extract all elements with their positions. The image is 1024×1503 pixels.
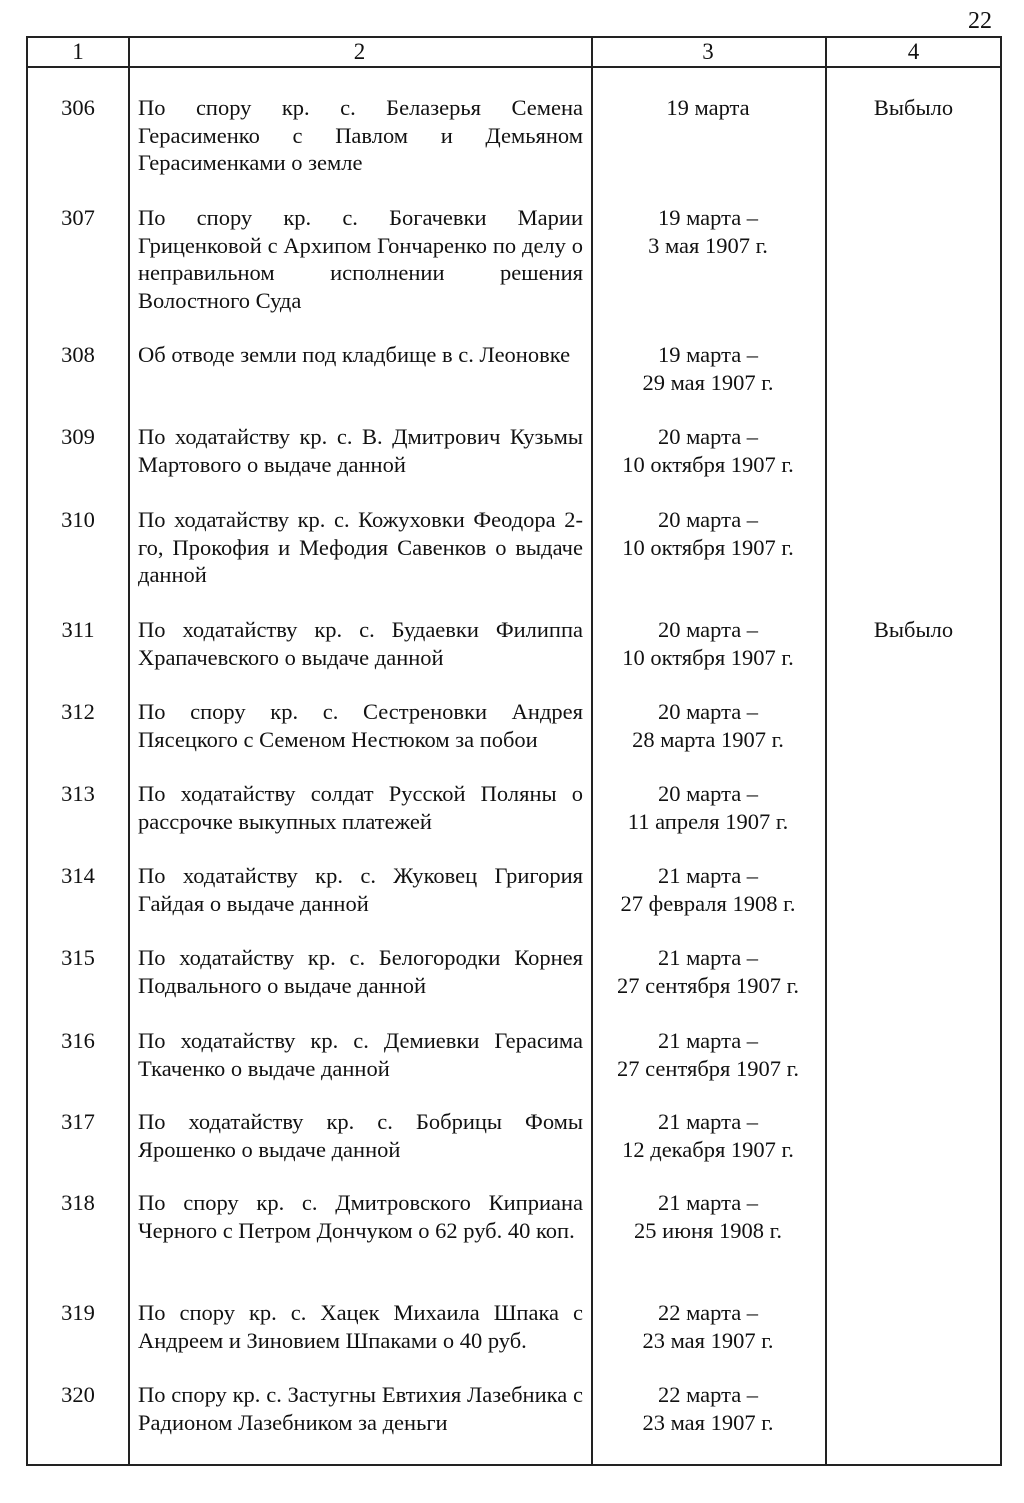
header-col-4: 4 — [907, 39, 920, 64]
column-divider — [128, 38, 130, 1464]
register-table — [26, 36, 1002, 1466]
case-number: 317 — [61, 1109, 95, 1134]
date-end: 29 мая 1907 г. — [642, 369, 774, 395]
date-start: 19 марта — [666, 95, 750, 120]
case-description: По ходатайству кр. с. Бобрицы Фомы Ярошенко о выдаче данной — [138, 1109, 583, 1162]
case-dates — [591, 423, 825, 478]
date-start: 19 марта – — [657, 205, 759, 230]
date-end: 27 сентября 1907 г. — [617, 1055, 799, 1081]
date-start: 21 марта – — [657, 1109, 759, 1134]
header-col-3: 3 — [702, 39, 714, 64]
case-description: По ходатайству кр. с. Будаевки Филиппа Храпачевского о выдаче данной — [138, 617, 583, 670]
case-dates — [591, 341, 825, 396]
date-end: 12 декабря 1907 г. — [622, 1136, 794, 1162]
date-start: 20 марта – — [657, 424, 759, 449]
date-start: 19 марта – — [657, 342, 759, 367]
case-number: 307 — [61, 205, 95, 230]
case-status: Выбыло — [873, 617, 954, 642]
date-start: 20 марта – — [657, 781, 759, 806]
case-dates — [591, 204, 825, 259]
case-dates — [591, 1108, 825, 1163]
date-start: 20 марта – — [657, 507, 759, 532]
case-dates — [591, 616, 825, 671]
case-description: По ходатайству кр. с. Кожуховки Феодора 2-го, Прокофия и Мефодия Савенков о выдаче данной — [138, 507, 583, 587]
case-number: 320 — [61, 1382, 95, 1407]
header-col-1: 1 — [72, 39, 84, 64]
case-number: 316 — [61, 1028, 95, 1053]
case-number: 315 — [61, 945, 95, 970]
case-dates — [591, 698, 825, 753]
case-description: По ходатайству солдат Русской Поляны о рассрочке выкупных платежей — [138, 781, 583, 834]
case-dates — [591, 862, 825, 917]
date-end: 10 октября 1907 г. — [622, 534, 794, 560]
date-start: 20 марта – — [657, 699, 759, 724]
date-end: 3 мая 1907 г. — [648, 232, 768, 258]
date-start: 21 марта – — [657, 1028, 759, 1053]
case-number: 309 — [61, 424, 95, 449]
column-divider — [825, 38, 827, 1464]
case-description: По спору кр. с. Хацек Михаила Шпака с Андреем и Зиновием Шпаками о 40 руб. — [138, 1300, 583, 1353]
case-dates — [591, 94, 825, 122]
date-end: 28 марта 1907 г. — [632, 726, 784, 752]
case-number: 311 — [61, 617, 95, 642]
date-end: 23 мая 1907 г. — [642, 1409, 774, 1435]
case-dates — [591, 780, 825, 835]
header-col-2: 2 — [353, 39, 366, 64]
date-start: 21 марта – — [657, 945, 759, 970]
date-end: 10 октября 1907 г. — [622, 451, 794, 477]
case-number: 310 — [61, 507, 95, 532]
case-dates — [591, 944, 825, 999]
case-description: По спору кр. с. Белазерья Семена Герасименко с Павлом и Демьяном Герасименками о земле — [138, 95, 583, 175]
date-end: 27 сентября 1907 г. — [617, 972, 799, 998]
case-number: 319 — [61, 1300, 95, 1325]
case-dates — [591, 1189, 825, 1244]
date-end: 10 октября 1907 г. — [622, 644, 794, 670]
date-end: 25 июня 1908 г. — [634, 1217, 782, 1243]
page-number: 22 — [968, 8, 992, 34]
case-description: По спору кр. с. Богачевки Марии Гриценковой с Архипом Гончаренко по делу о неправильном исполнении решения Волостного Суда — [138, 205, 583, 313]
date-end: 27 февраля 1908 г. — [620, 890, 796, 916]
case-dates — [591, 506, 825, 561]
case-number: 313 — [61, 781, 95, 806]
case-description: По ходатайству кр. с. Белогородки Корнея Подвального о выдаче данной — [138, 945, 583, 998]
case-number: 306 — [61, 95, 95, 120]
date-end: 11 апреля 1907 г. — [627, 808, 789, 834]
case-number: 308 — [61, 342, 95, 367]
date-end: 23 мая 1907 г. — [642, 1327, 774, 1353]
case-description: Об отводе земли под кладбище в с. Леоновке — [138, 342, 571, 367]
case-status: Выбыло — [873, 95, 954, 120]
case-dates — [591, 1381, 825, 1436]
date-start: 22 марта – — [657, 1300, 759, 1325]
case-description: По спору кр. с. Дмитровского Киприана Черного с Петром Дончуком о 62 руб. 40 коп. — [138, 1190, 583, 1243]
date-start: 20 марта – — [657, 617, 759, 642]
case-number: 318 — [61, 1190, 95, 1215]
case-number: 312 — [61, 699, 95, 724]
case-dates — [591, 1299, 825, 1354]
case-description: По спору кр. с. Застугны Евтихия Лазебника с Радионом Лазебником за деньги — [138, 1382, 583, 1435]
date-start: 21 марта – — [657, 1190, 759, 1215]
case-description: По ходатайству кр. с. Демиевки Герасима Ткаченко о выдаче данной — [138, 1028, 583, 1081]
date-start: 22 марта – — [657, 1382, 759, 1407]
case-number: 314 — [61, 863, 95, 888]
case-dates — [591, 1027, 825, 1082]
case-description: По ходатайству кр. с. В. Дмитрович Кузьмы Мартового о выдаче данной — [138, 424, 583, 477]
date-start: 21 марта – — [657, 863, 759, 888]
table-header — [28, 38, 1000, 68]
case-description: По спору кр. с. Сестреновки Андрея Пясецкого с Семеном Нестюком за побои — [138, 699, 583, 752]
case-description: По ходатайству кр. с. Жуковец Григория Гайдая о выдаче данной — [138, 863, 583, 916]
